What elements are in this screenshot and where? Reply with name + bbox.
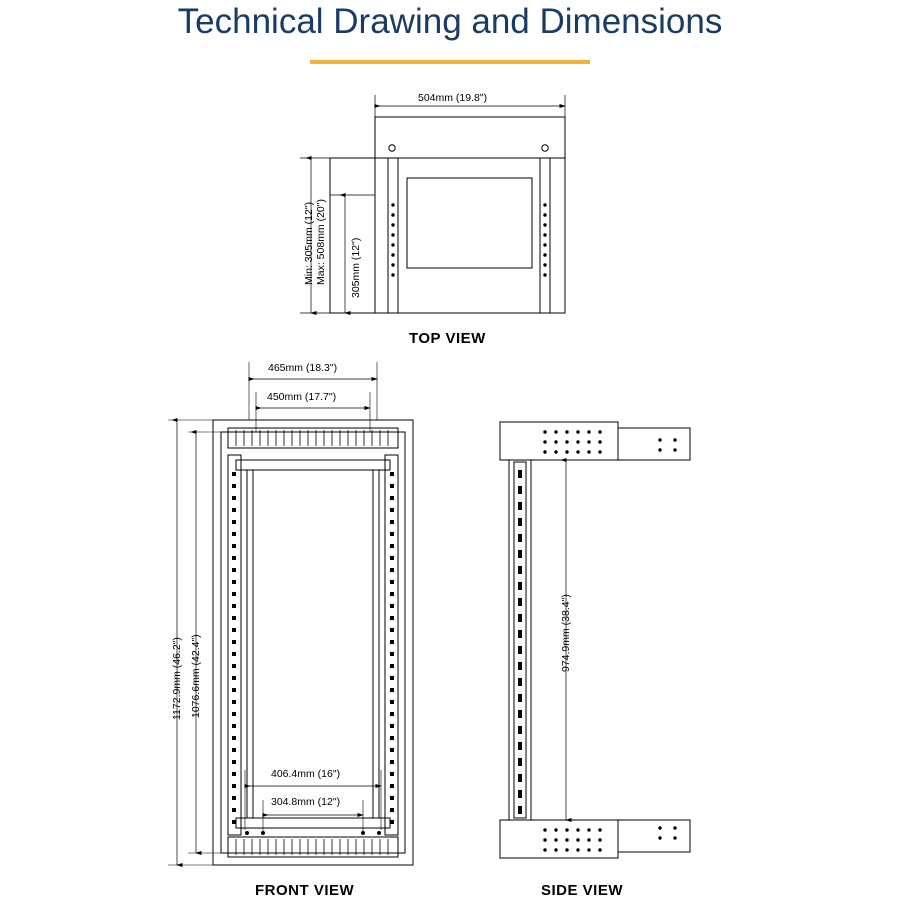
- dim-front-outer-height: 1172.9mm (46.2"): [171, 637, 183, 720]
- label-front-view: FRONT VIEW: [255, 882, 355, 899]
- dim-side-height: 974.9mm (38.4"): [560, 594, 572, 672]
- dim-top-depth: 305mm (12"): [350, 237, 362, 298]
- label-side-view: SIDE VIEW: [541, 882, 624, 899]
- dim-top-width: 504mm (19.8"): [418, 92, 488, 104]
- dim-front-mount-inner: 304.8mm (12"): [271, 796, 341, 808]
- dim-front-mount-outer: 406.4mm (16"): [271, 768, 341, 780]
- dim-front-inner-height: 1076.6mm (42.4"): [190, 634, 202, 718]
- dim-front-outer-width: 465mm (18.3"): [268, 362, 338, 374]
- page-title: Technical Drawing and Dimensions: [177, 2, 723, 41]
- dim-top-depth-min: Min: 305mm (12"): [303, 201, 315, 285]
- dim-front-inner-width: 450mm (17.7"): [267, 391, 337, 403]
- dim-top-depth-max: Max: 508mm (20"): [315, 199, 327, 285]
- label-top-view: TOP VIEW: [409, 330, 486, 347]
